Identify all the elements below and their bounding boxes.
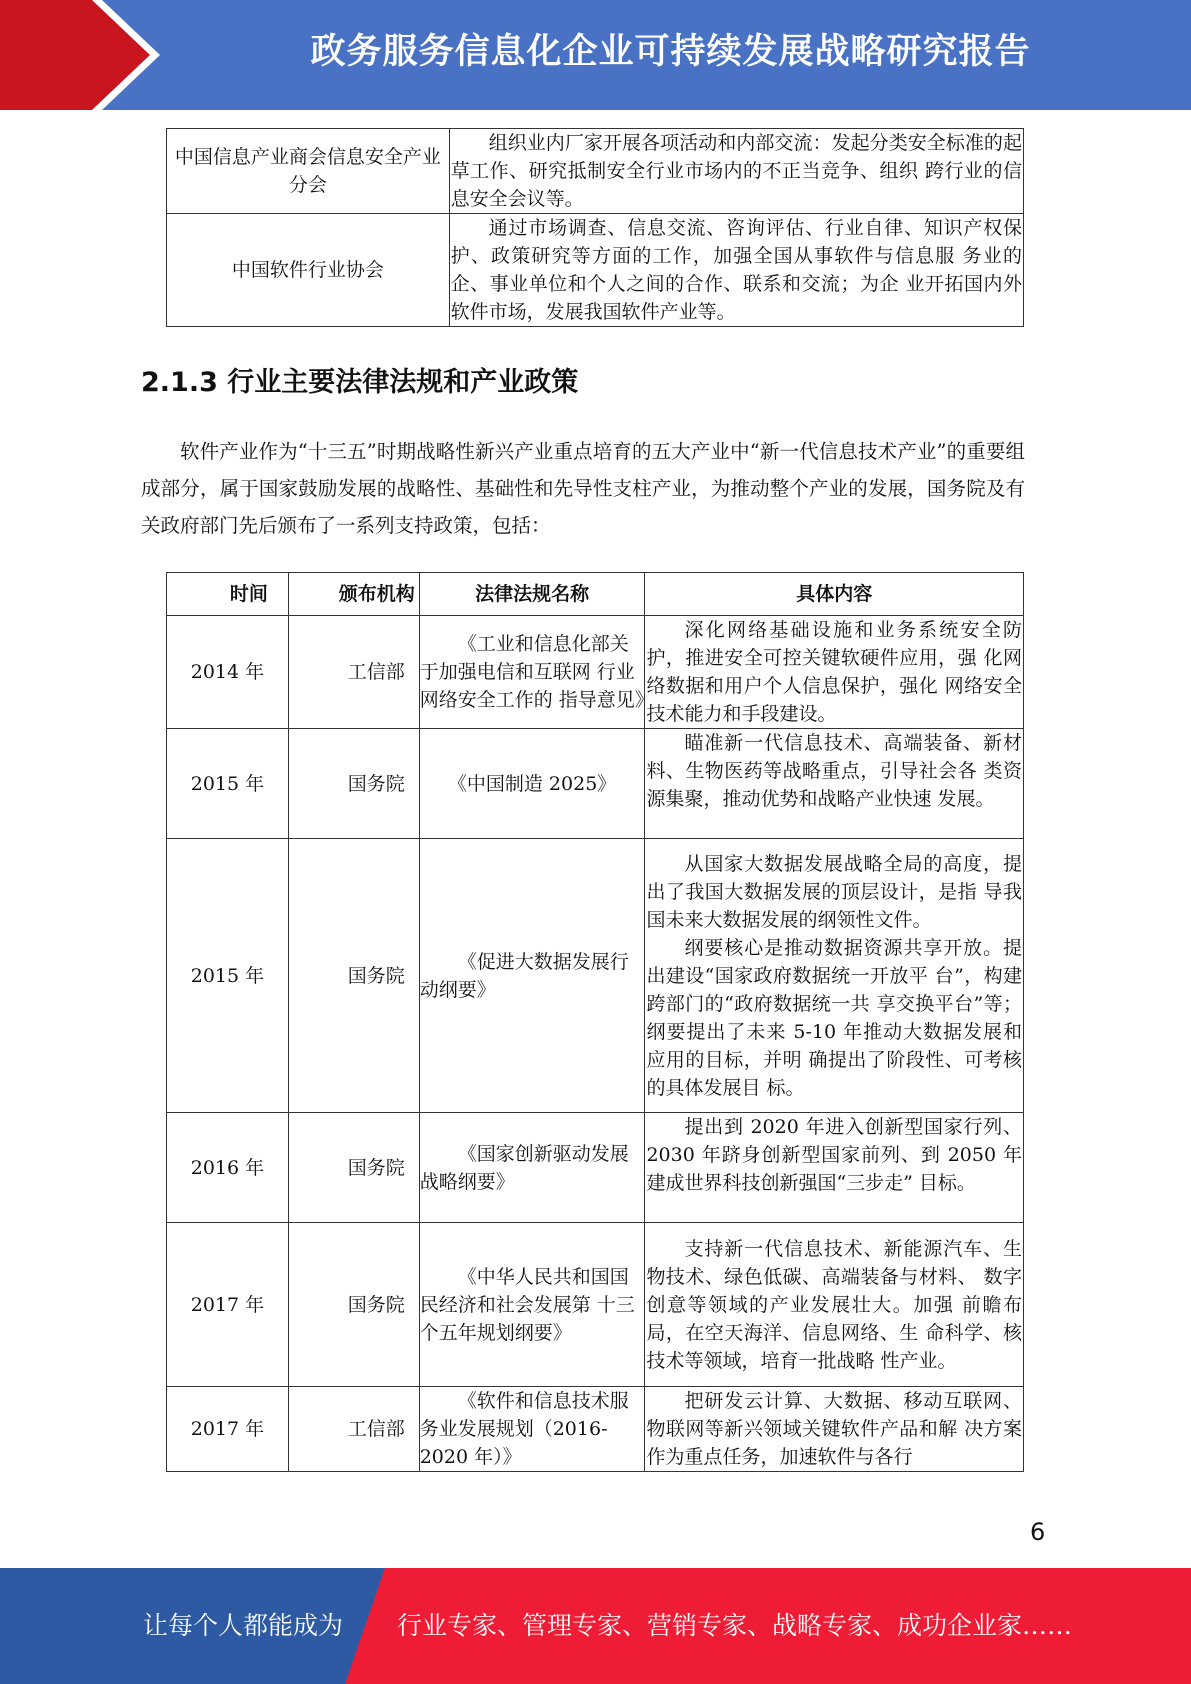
policy-issuer: 工信部 xyxy=(288,616,419,729)
policy-year: 2015 年 xyxy=(167,839,289,1113)
policy-issuer: 工信部 xyxy=(288,1387,419,1472)
table-row xyxy=(167,616,1024,729)
policy-table xyxy=(166,572,1024,1472)
report-title: 政务服务信息化企业可持续发展战略研究报告 xyxy=(310,32,1031,72)
header-content: 具体内容 xyxy=(645,573,1024,616)
policy-issuer: 国务院 xyxy=(288,839,419,1113)
table-header-row xyxy=(167,573,1024,616)
page-header xyxy=(0,0,1191,110)
intro-paragraph: 软件产业作为“十三五”时期战略性新兴产业重点培育的五大产业中“新一代信息技术产业”的重要组成部分，属于国家鼓励发展的战略性、基础性和先导性支柱产业，为推动整个产业的发展，国务院及有关政府部门先后颁布了一系列支持政策，包括： xyxy=(141,440,1025,537)
table-row xyxy=(167,214,1024,327)
policy-year: 2015 年 xyxy=(167,729,289,839)
policy-year: 2016 年 xyxy=(167,1113,289,1223)
policy-issuer: 国务院 xyxy=(288,1223,419,1387)
table-row xyxy=(167,1223,1024,1387)
footer-slogan-right: 行业专家、管理专家、营销专家、战略专家、成功企业家…… xyxy=(397,1611,1073,1640)
policy-content: 瞄准新一代信息技术、高端装备、新材料、生物医药等战略重点，引导社会各 类资源集聚，推动优势和战略产业快速 发展。 xyxy=(645,729,1024,839)
policy-name: 《国家创新驱动发展战略纲要》 xyxy=(419,1113,645,1223)
page-footer xyxy=(0,1568,1191,1684)
policy-year: 2017 年 xyxy=(167,1387,289,1472)
section-heading: 2.1.3 行业主要法律法规和产业政策 xyxy=(141,367,579,398)
table-row xyxy=(167,839,1024,1113)
policy-name: 《工业和信息化部关于加强电信和互联网 行业网络安全工作的 指导意见》 xyxy=(419,616,645,729)
header-law-name: 法律法规名称 xyxy=(419,573,645,616)
page-number: 6 xyxy=(1030,1518,1046,1546)
association-description: 通过市场调查、信息交流、咨询评估、行业自律、知识产权保护、政策研究等方面的工作，加强全国从事软件与信息服 务业的企、事业单位和个人之间的合作、联系和交流；为企 业开拓国内外软件市场，发展我国软件产业等。 xyxy=(449,214,1023,327)
table-row xyxy=(167,1387,1024,1472)
policy-name: 《促进大数据发展行动纲要》 xyxy=(419,839,645,1113)
policy-name: 《中国制造 2025》 xyxy=(419,729,645,839)
policy-content: 支持新一代信息技术、新能源汽车、生物技术、绿色低碳、高端装备与材料、 数字创意等领域的产业发展壮大。加强 前瞻布局，在空天海洋、信息网络、生 命科学、核技术等领域，培育一批战略 性产业。 xyxy=(645,1223,1024,1387)
policy-issuer: 国务院 xyxy=(288,729,419,839)
policy-content: 把研发云计算、大数据、移动互联网、物联网等新兴领域关键软件产品和解 决方案作为重点任务，加速软件与各行 xyxy=(645,1387,1024,1472)
policy-content: 从国家大数据发展战略全局的高度，提出了我国大数据发展的顶层设计，是指 导我国未来大数据发展的纲领性文件。 纲要核心是推动数据资源共享开放。提出建设“国家政府数据统一开放平 台”，构建跨部门的“政府数据统一共 享交换平台”等；纲要提出了未来 5-10 年推动大数据发展和应用的目标，并明 确提出了阶段性、可考核的具体发展目 标。 xyxy=(645,839,1024,1113)
policy-content: 提出到 2020 年进入创新型国家行列、2030 年跻身创新型国家前列、到 2050 年建成世界科技创新强国“三步走” 目标。 xyxy=(645,1113,1024,1223)
header-time: 时间 xyxy=(167,573,289,616)
policy-name: 《中华人民共和国国民经济和社会发展第 十三个五年规划纲要》 xyxy=(419,1223,645,1387)
association-description: 组织业内厂家开展各项活动和内部交流：发起分类安全标准的起草工作、研究抵制安全行业市场内的不正当竞争、组织 跨行业的信息安全会议等。 xyxy=(449,129,1023,214)
policy-issuer: 国务院 xyxy=(288,1113,419,1223)
policy-year: 2014 年 xyxy=(167,616,289,729)
table-row xyxy=(167,729,1024,839)
table-row xyxy=(167,1113,1024,1223)
table-row xyxy=(167,129,1024,214)
header-issuer: 颁布机构 xyxy=(288,573,419,616)
policy-name: 《软件和信息技术服务业发展规划（2016-2020 年）》 xyxy=(419,1387,645,1472)
policy-content: 深化网络基础设施和业务系统安全防护，推进安全可控关键软硬件应用，强 化网络数据和用户个人信息保护，强化 网络安全技术能力和手段建设。 xyxy=(645,616,1024,729)
association-name: 中国软件行业协会 xyxy=(167,214,450,327)
associations-table xyxy=(166,128,1024,327)
association-name: 中国信息产业商会信息安全产业分会 xyxy=(167,129,450,214)
policy-year: 2017 年 xyxy=(167,1223,289,1387)
footer-slogan-left: 让每个人都能成为 xyxy=(143,1611,344,1640)
